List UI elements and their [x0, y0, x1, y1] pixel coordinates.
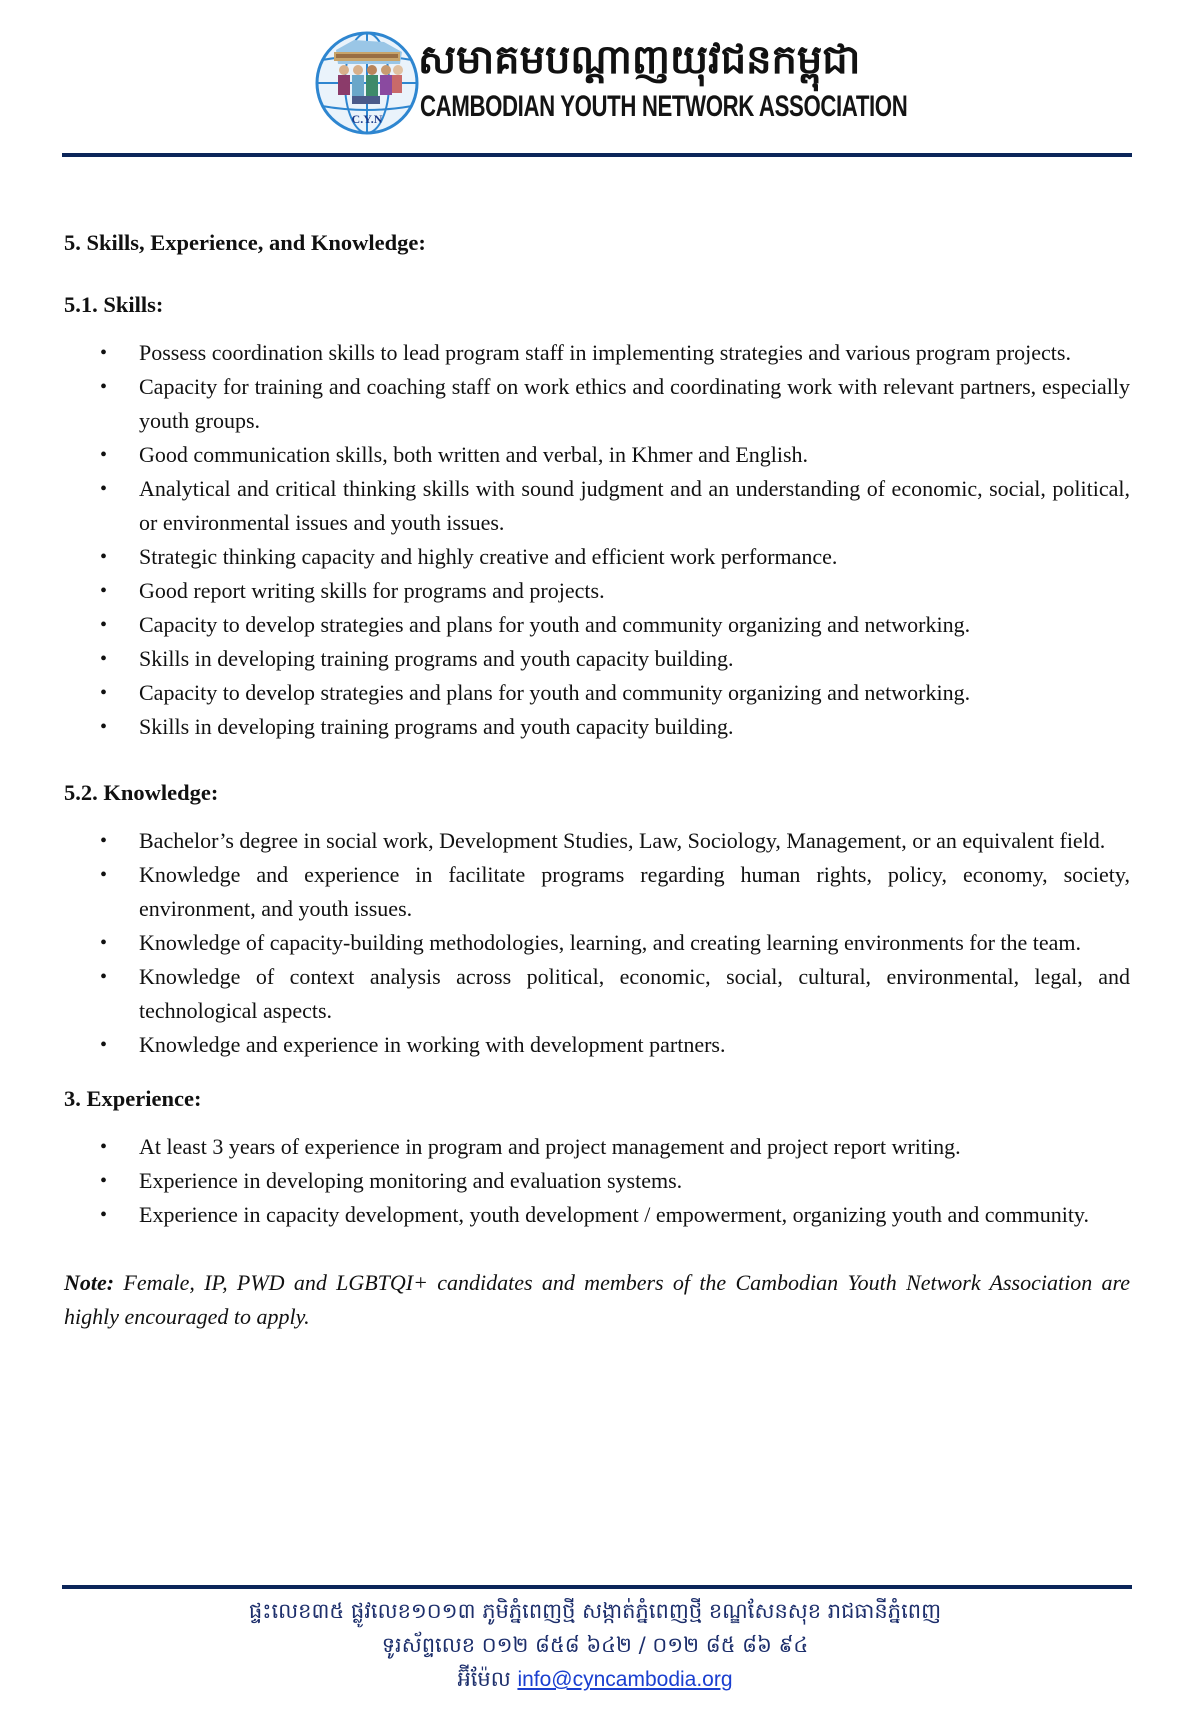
footer-email-label: អ៊ីម៉ែល: [457, 1667, 518, 1691]
footer-phone: ទូរស័ព្ទលេខ ០១២ ៨៥៨ ៦៤២ / ០១២ ៨៥ ៨៦ ៩៤: [381, 1633, 809, 1657]
bullet-icon: •: [100, 1136, 108, 1158]
list-item: • Skills in developing training programs and youth capacity building.: [64, 710, 1130, 744]
bullet-icon: •: [100, 546, 108, 568]
bullet-icon: •: [100, 580, 108, 602]
list-item: • Knowledge of context analysis across political, economic, social, cultural, environmental, legal, and technological aspects.: [64, 960, 1130, 1028]
list-item: • Strategic thinking capacity and highly creative and efficient work performance.: [64, 540, 1130, 574]
experience-heading: 3. Experience:: [64, 1086, 202, 1111]
list-item: • Knowledge and experience in working with development partners.: [64, 1028, 1130, 1062]
experience-list: [64, 1130, 1130, 1232]
list-item: • Experience in developing monitoring and evaluation systems.: [64, 1164, 1130, 1198]
bullet-icon: •: [100, 342, 108, 364]
list-item: • Capacity for training and coaching staff on work ethics and coordinating work with relevant partners, especially youth groups.: [64, 370, 1130, 438]
bullet-icon: •: [100, 444, 108, 466]
list-item: • Analytical and critical thinking skills with sound judgment and an understanding of economic, social, political, or environmental issues and youth issues.: [64, 472, 1130, 540]
email-link[interactable]: info@cyncambodia.org: [517, 1668, 733, 1691]
bullet-icon: •: [100, 932, 108, 954]
list-item: • Bachelor’s degree in social work, Development Studies, Law, Sociology, Management, or an equivalent field.: [64, 824, 1130, 858]
bullet-icon: •: [100, 682, 108, 704]
list-item: • At least 3 years of experience in program and project management and project report writing.: [64, 1130, 1130, 1164]
logo-text: C.Y.N: [351, 112, 383, 126]
document-body: [64, 226, 1130, 1356]
list-item: • Skills in developing training programs and youth capacity building.: [64, 642, 1130, 676]
bullet-icon: •: [100, 966, 108, 988]
note-text: Female, IP, PWD and LGBTQI+ candidates and members of the Cambodian Youth Network Association are highly encouraged to apply.: [64, 1270, 1130, 1329]
bullet-icon: •: [100, 648, 108, 670]
bullet-icon: •: [100, 716, 108, 738]
list-item: • Good communication skills, both written and verbal, in Khmer and English.: [64, 438, 1130, 472]
bullet-icon: •: [100, 478, 108, 500]
footer-email-line: [0, 1662, 1190, 1697]
bullet-icon: •: [100, 1170, 108, 1192]
header-divider: [62, 153, 1132, 157]
skills-list: [64, 336, 1130, 744]
org-name-english: CAMBODIAN YOUTH NETWORK ASSOCIATION: [420, 90, 908, 123]
list-item: • Knowledge and experience in facilitate programs regarding human rights, policy, economy, society, environment, and youth issues.: [64, 858, 1130, 926]
bullet-icon: •: [100, 1204, 108, 1226]
list-item: • Capacity to develop strategies and plans for youth and community organizing and networking.: [64, 676, 1130, 710]
bullet-icon: •: [100, 830, 108, 852]
footer: [0, 1594, 1190, 1697]
skills-heading: 5.1. Skills:: [64, 292, 164, 317]
section-title: 5. Skills, Experience, and Knowledge:: [64, 230, 426, 255]
footer-address: ផ្ទះលេខ៣៥ ផ្លូវលេខ១០១៣ ភូមិភ្នំពេញថ្មី សង្កាត់ភ្នំពេញថ្មី ខណ្ឌសែនសុខ រាជធានីភ្នំពេញ: [248, 1599, 942, 1623]
footer-divider: [62, 1585, 1132, 1589]
bullet-icon: •: [100, 1034, 108, 1056]
knowledge-list: [64, 824, 1130, 1062]
bullet-icon: •: [100, 614, 108, 636]
org-name-khmer: សមាគមបណ្ដាញយុវជនកម្ពុជា: [418, 37, 861, 83]
list-item: • Good report writing skills for programs and projects.: [64, 574, 1130, 608]
list-item: • Experience in capacity development, youth development / empowerment, organizing youth and community.: [64, 1198, 1130, 1232]
list-item: • Capacity to develop strategies and plans for youth and community organizing and networking.: [64, 608, 1130, 642]
bullet-icon: •: [100, 864, 108, 886]
note-paragraph: [64, 1266, 1130, 1334]
list-item: • Knowledge of capacity-building methodologies, learning, and creating learning environments for the team.: [64, 926, 1130, 960]
knowledge-heading: 5.2. Knowledge:: [64, 780, 219, 805]
note-label: Note:: [64, 1270, 115, 1295]
bullet-icon: •: [100, 376, 108, 398]
list-item: • Possess coordination skills to lead program staff in implementing strategies and various program projects.: [64, 336, 1130, 370]
globe-logo-icon: [314, 30, 420, 136]
